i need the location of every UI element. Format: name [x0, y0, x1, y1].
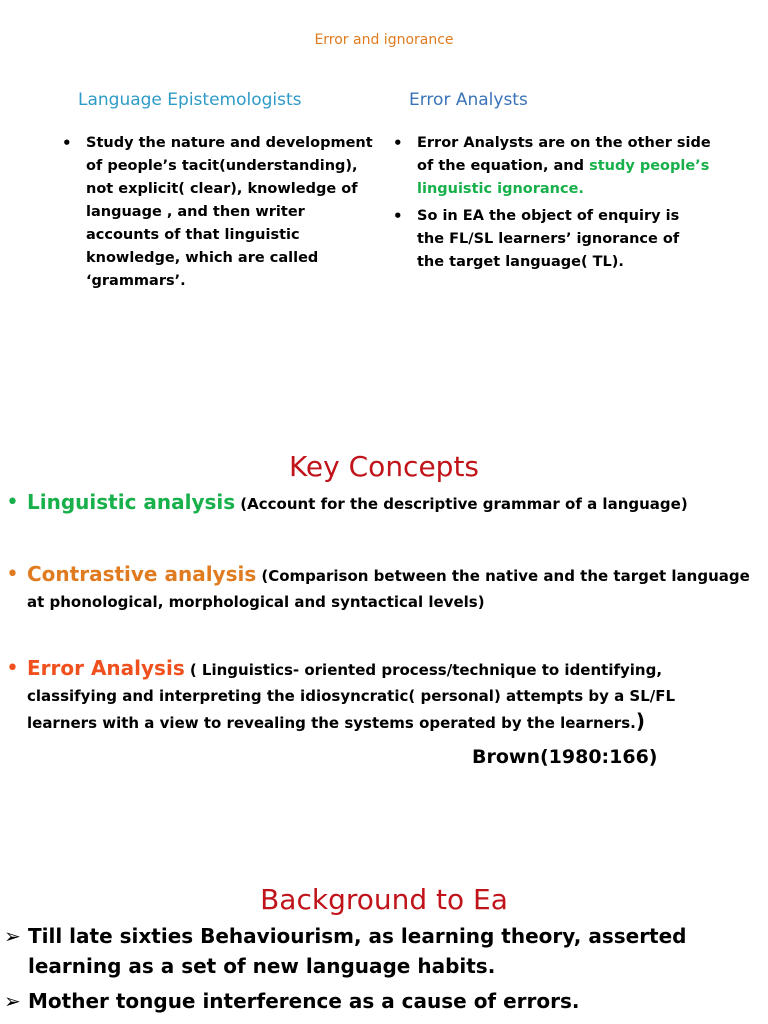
left-column-heading: Language Epistemologists [78, 90, 302, 110]
concept-linguistic-analysis [6, 490, 750, 517]
concept-term: Linguistic analysis [27, 490, 236, 514]
right-bullet-1 [393, 132, 711, 201]
concept-desc: (Account for the descriptive grammar of a language) [240, 495, 688, 513]
left-column-list [62, 132, 374, 297]
right-bullet-1-text: Error Analysts are on the other side of the equation, and [417, 135, 711, 174]
left-bullet-1: • Study the nature and development of people’s tacit(understanding), not explicit( clear), knowledge of language , and then writer accounts of that linguistic knowledge, which are called ‘grammars’. [62, 132, 374, 293]
background-item-1 [4, 921, 764, 981]
concept-error-analysis [6, 656, 750, 736]
right-column-heading: Error Analysts [409, 90, 528, 110]
concept-desc-closing: ) [635, 709, 645, 733]
background-title: Background to Ea [260, 883, 508, 916]
right-bullet-2: • So in EA the object of enquiry is the FL/SL learners’ ignorance of the target language( TL). [393, 205, 711, 274]
citation: Brown(1980:166) [472, 746, 658, 768]
concept-term: Error Analysis [27, 656, 185, 680]
background-item-text: Till late sixties Behaviourism, as learning theory, asserted learning as a set of new language habits. [28, 924, 687, 978]
concept-desc: (Comparison between the native and the target language at phonological, morphological and syntactical levels) [27, 567, 750, 611]
bullet-icon: • [6, 490, 19, 515]
concept-contrastive-analysis [6, 562, 750, 615]
right-bullet-1-highlight: study people’s linguistic ignorance. [417, 158, 710, 197]
bullet-icon: • [6, 562, 19, 587]
key-concepts-title: Key Concepts [288, 450, 480, 483]
background-item-2 [4, 986, 764, 1016]
background-item-text: Mother tongue interference as a cause of errors. [28, 989, 580, 1013]
concept-desc: ( Linguistics- oriented process/technique to identifying, classifying and interpreting the idiosyncratic( personal) attempts by a SL/FL learners with a view to revealing the systems operated by the learners. [27, 661, 676, 732]
arrow-bullet-icon: ➢ [4, 989, 21, 1013]
arrow-bullet-icon: ➢ [4, 924, 21, 948]
right-column-list [393, 132, 711, 278]
bullet-icon: • [6, 656, 19, 681]
concept-term: Contrastive analysis [27, 562, 257, 586]
page-subtitle: Error and ignorance [314, 32, 454, 48]
